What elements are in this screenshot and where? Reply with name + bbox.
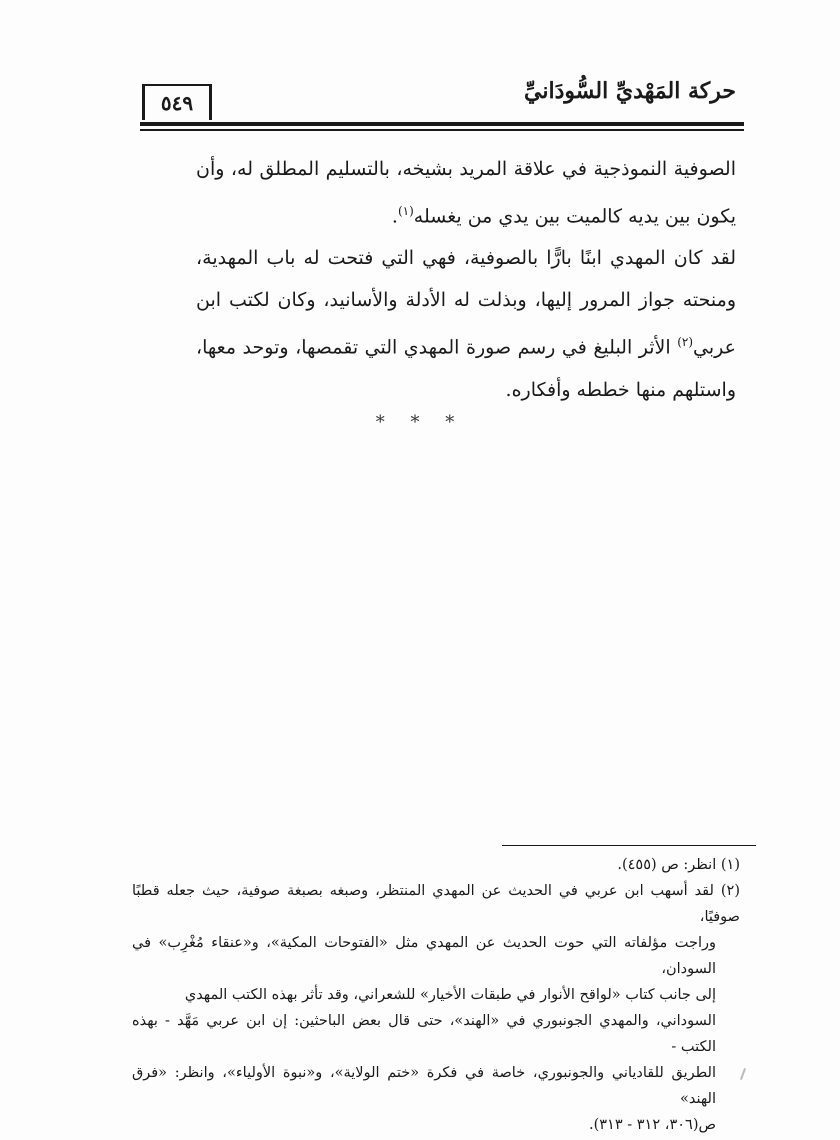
footnote-rule xyxy=(502,845,756,846)
footnote-ref-1: (١) xyxy=(397,204,414,218)
footnote-2-line-2: وراجت مؤلفاته التي حوت الحديث عن المهدي مثل «الفتوحات المكية»، و«عنقاء مُغْرِب» في السودان، xyxy=(132,935,716,977)
paragraph-1-line-2: كالميت بين يدي من يغسله xyxy=(413,205,623,228)
paragraph-1-line-1: الصوفية النموذجية في علاقة المريد بشيخه، بالتسليم المطلق له، وأن يكون بين يديه xyxy=(196,158,736,228)
footnote-1: (١) انظر: ص (٤٥٥). xyxy=(617,857,740,873)
running-title: حركة المَهْديِّ السُّودَانيِّ xyxy=(524,78,736,104)
body-text xyxy=(196,148,736,411)
page-number-box xyxy=(142,84,212,120)
section-separator: * * * xyxy=(375,412,465,433)
paragraph-2-part-1: لقد كان المهدي ابنًا بارًّا بالصوفية، فهي التي فتحت له باب المهدية، ومنحته جواز المرور إليها، وبذلت له الأدلة والأسانيد، وكان لكتب ابن عربي xyxy=(196,247,736,359)
footnote-ref-2: (٢) xyxy=(677,335,694,350)
header-rule-thick xyxy=(140,122,744,126)
header-rule-thin xyxy=(140,129,744,131)
footnote-2-line-4: السوداني، والمهدي الجونبوري في «الهند»، حتى قال بعض الباحثين: إن ابن عربي مَهَّد - بهذه الكتب - xyxy=(132,1013,716,1055)
page-number: ٥٤٩ xyxy=(160,91,194,115)
footnote-2-line-6: ص(٣٠٦، ٣١٢ - ٣١٣). xyxy=(588,1117,716,1133)
margin-pencil-mark xyxy=(740,1068,746,1080)
footnote-2-line-3: إلى جانب كتاب «لواقح الأنوار في طبقات الأخيار» للشعراني، وقد تأثر بهذه الكتب المهدي xyxy=(184,987,716,1003)
paragraph-1 xyxy=(196,148,736,237)
footnote-2-line-1: (٢) لقد أسهب ابن عربي في الحديث عن المهدي المنتظر، وصبغه بصبغة صوفية، حيث جعله قطبًا صوفيًا، xyxy=(132,883,740,925)
paragraph-2 xyxy=(196,237,736,410)
paragraph-2-part-2: الأثر البليغ في رسم صورة المهدي التي تقمصها، وتوحد معها، واستلهم منها خططه وأفكاره. xyxy=(196,336,736,401)
footnotes xyxy=(132,852,740,1138)
paragraph-1-end: . xyxy=(391,205,398,228)
footnote-2-line-5: الطريق للقادياني والجونبوري، خاصة في فكرة «ختم الولاية»، و«نبوة الأولياء»، وانظر: «فرق الهند» xyxy=(132,1065,716,1107)
